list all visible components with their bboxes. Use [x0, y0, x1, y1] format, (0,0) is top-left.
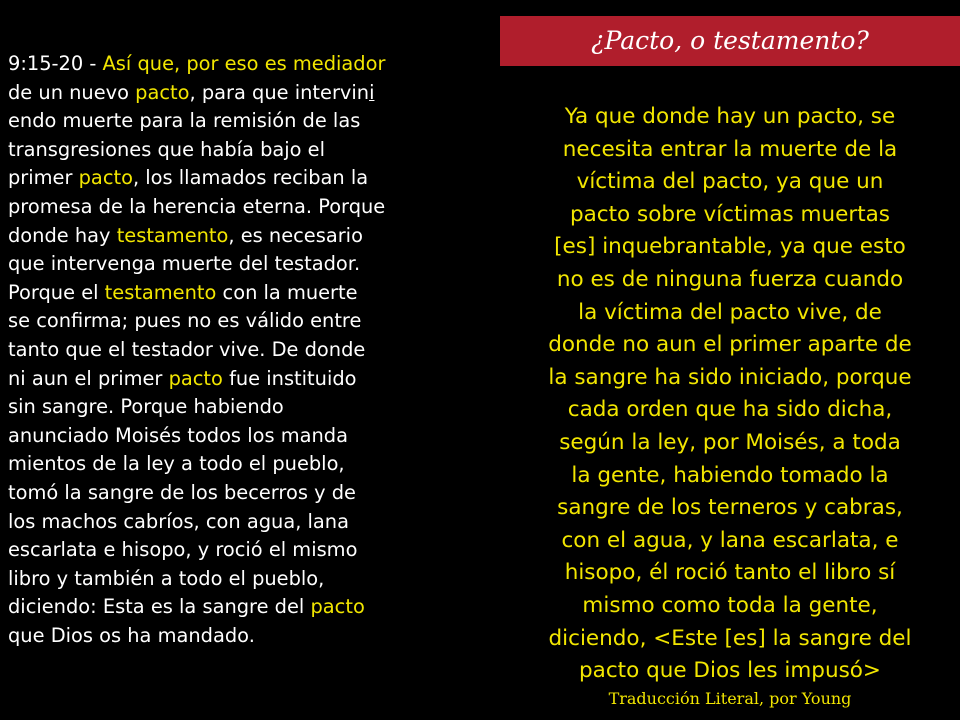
passage-line	[8, 565, 486, 594]
passage-text: con la muerte	[216, 280, 358, 304]
passage-line	[8, 450, 486, 479]
passage-line	[8, 508, 486, 537]
translation-line: la gente, habiendo tomado la	[571, 462, 889, 488]
passage-text: tomó la sangre de los becerros y de	[8, 480, 356, 504]
passage-line	[8, 593, 486, 622]
passage-line	[8, 250, 486, 279]
translation-line: necesita entrar la muerte de la	[562, 136, 898, 162]
passage-text: de un nuevo	[8, 80, 136, 104]
passage-line	[8, 79, 486, 108]
passage-text: ni aun el primer	[8, 366, 169, 390]
passage-text: los machos cabríos, con agua, lana	[8, 509, 349, 533]
passage-text: que intervenga muerte del testador.	[8, 252, 361, 276]
highlighted-term: testamento	[116, 223, 229, 247]
passage-line	[8, 307, 486, 336]
translation-line: pacto que Dios les impusó>	[579, 658, 881, 684]
translation-line: con el agua, y lana escarlata, e	[561, 527, 899, 553]
passage-text: diciendo: Esta es la sangre del	[8, 595, 311, 619]
highlighted-term: testamento	[104, 280, 217, 304]
translation-line: [es] inquebrantable, ya que esto	[554, 234, 906, 260]
passage-line	[8, 193, 486, 222]
passage-text: fue instituido	[222, 366, 357, 390]
literal-translation-passage	[500, 101, 960, 688]
passage-text: , los llamados reciban la	[132, 166, 369, 190]
passage-line	[8, 479, 486, 508]
translation-line: diciendo, <Este [es] la sangre del	[548, 625, 912, 651]
highlighted-term: pacto	[168, 366, 223, 390]
passage-text: donde hay	[8, 223, 117, 247]
passage-text: , es necesario	[228, 223, 363, 247]
passage-text: primer	[8, 166, 79, 190]
passage-text: Porque el	[8, 280, 105, 304]
passage-text: libro y también a todo el pueblo,	[8, 566, 325, 590]
translation-line: la sangre ha sido iniciado, porque	[548, 364, 912, 390]
passage-text: se confirma; pues no es válido entre	[8, 309, 362, 333]
translation-line: cada orden que ha sido dicha,	[567, 397, 893, 423]
passage-line	[8, 164, 486, 193]
translation-line: no es de ninguna fuerza cuando	[556, 266, 904, 292]
highlighted-term: pacto	[78, 166, 133, 190]
passage-text: tanto que el testador vive. De donde	[8, 337, 366, 361]
translation-credit: Traducción Literal, por Young	[608, 689, 852, 708]
passage-line	[8, 422, 486, 451]
passage-line	[8, 136, 486, 165]
translation-line: pacto sobre víctimas muertas	[569, 201, 890, 227]
passage-text: escarlata e hisopo, y roció el mismo	[8, 538, 358, 562]
passage-text: 9:15-20 -	[8, 52, 103, 75]
passage-text: i	[369, 80, 375, 104]
translation-line: según la ley, por Moisés, a toda	[559, 429, 901, 455]
passage-text: transgresiones que había bajo el	[8, 137, 326, 161]
translation-line: sangre de los terneros y cabras,	[557, 495, 903, 521]
translation-line: la víctima del pacto vive, de	[578, 299, 882, 325]
translation-line: víctima del pacto, ya que un	[576, 169, 884, 195]
passage-line	[8, 536, 486, 565]
passage-line	[8, 622, 486, 651]
slide-title-banner: ¿Pacto, o testamento?	[500, 16, 960, 66]
passage-text: promesa de la herencia eterna. Porque	[8, 194, 386, 218]
highlighted-term: pacto	[135, 80, 190, 104]
translation-line: mismo como toda la gente,	[582, 592, 878, 618]
passage-line	[8, 393, 486, 422]
passage-text: mientos de la ley a todo el pueblo,	[8, 452, 345, 476]
translation-line: Ya que donde hay un pacto, se	[564, 104, 896, 129]
passage-line	[8, 107, 486, 136]
highlighted-term: pacto	[310, 595, 365, 619]
passage-line	[8, 222, 486, 251]
passage-line	[8, 336, 486, 365]
passage-line	[8, 50, 486, 79]
translation-line: donde no aun el primer aparte de	[548, 332, 912, 358]
translation-line: hisopo, él roció tanto el libro sí	[564, 560, 896, 586]
passage-line	[8, 365, 486, 394]
passage-text: , para que intervin	[189, 80, 370, 104]
passage-text: que Dios os ha mandado.	[8, 623, 255, 647]
scripture-passage	[8, 50, 486, 650]
passage-line	[8, 279, 486, 308]
passage-text: endo muerte para la remisión de las	[8, 109, 361, 133]
highlighted-term: Así que, por eso es mediador	[102, 52, 386, 75]
passage-text: sin sangre. Porque habiendo	[8, 395, 284, 419]
passage-text: anunciado Moisés todos los manda	[8, 423, 348, 447]
